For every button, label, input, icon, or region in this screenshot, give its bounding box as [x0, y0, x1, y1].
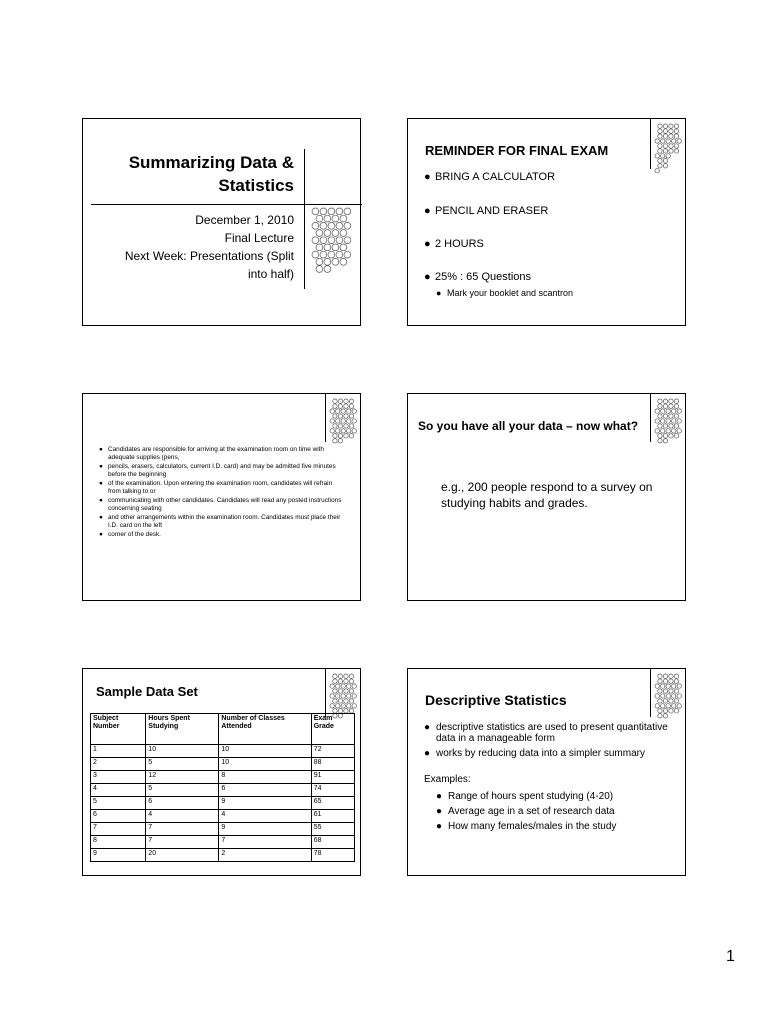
list-item: ● BRING A CALCULATOR [424, 171, 555, 205]
table-header-row [91, 714, 355, 745]
dot-pattern-icon [329, 398, 361, 448]
table-cell: 3 [91, 771, 146, 784]
slide-4-body: e.g., 200 people respond to a survey on studying habits and grades. [441, 480, 653, 510]
table-cell: 91 [311, 771, 354, 784]
table-cell: 7 [219, 836, 311, 849]
list-item: ● communicating with other candidates. Candidates will read any posted instructions concerning seating [99, 497, 343, 512]
vertical-divider [650, 669, 651, 717]
table-cell: 6 [219, 784, 311, 797]
table-cell: 78 [311, 849, 354, 862]
table-cell: 55 [311, 823, 354, 836]
table-cell: 8 [219, 771, 311, 784]
lecture-date: December 1, 2010 [195, 213, 294, 227]
slide-1 [82, 118, 361, 326]
list-item: ● Range of hours spent studying (4-20) [436, 789, 616, 804]
table-cell: 9 [219, 823, 311, 836]
table-cell: 2 [91, 758, 146, 771]
table-cell: 5 [146, 784, 219, 797]
table-row [91, 836, 355, 849]
table-cell: 20 [146, 849, 219, 862]
table-header-cell: Exam Grade [311, 714, 354, 745]
vertical-divider [325, 669, 326, 717]
list-item: ● of the examination. Upon entering the examination room, candidates will refrain from talking to or [99, 480, 343, 495]
table-cell: 4 [219, 810, 311, 823]
table-cell: 61 [311, 810, 354, 823]
table-cell: 5 [146, 758, 219, 771]
list-item: ● corner of the desk. [99, 531, 343, 539]
dot-pattern-icon [654, 123, 686, 179]
table-cell: 65 [311, 797, 354, 810]
table-cell: 12 [146, 771, 219, 784]
slide-6 [407, 668, 686, 876]
table-cell: 4 [91, 784, 146, 797]
table-cell: 10 [146, 745, 219, 758]
table-cell: 9 [91, 849, 146, 862]
slide-4 [407, 393, 686, 601]
table-cell: 9 [219, 797, 311, 810]
table-cell: 5 [91, 797, 146, 810]
vertical-divider [304, 149, 305, 289]
vertical-divider [650, 119, 651, 169]
slide-5 [82, 668, 361, 876]
page-number: 1 [726, 948, 735, 965]
exam-sub-list [436, 288, 573, 298]
table-header-cell: Hours Spent Studying [146, 714, 219, 745]
table-cell: 2 [219, 849, 311, 862]
table-cell: 7 [146, 836, 219, 849]
table-row [91, 771, 355, 784]
descriptive-stats-list [424, 722, 669, 759]
table-header-cell: Number of Classes Attended [219, 714, 311, 745]
table-row [91, 797, 355, 810]
slide-2 [407, 118, 686, 326]
examples-list [436, 789, 616, 834]
table-cell: 1 [91, 745, 146, 758]
lecture-subtitle: Final Lecture [224, 231, 294, 245]
slide-1-title-line-2: Statistics [218, 176, 294, 195]
table-cell: 6 [146, 797, 219, 810]
table-cell: 10 [219, 758, 311, 771]
table-row [91, 810, 355, 823]
list-item: ● works by reducing data into a simpler summary [424, 748, 669, 759]
list-item: ● descriptive statistics are used to present quantitative data in a manageable form [424, 722, 669, 744]
table-cell: 10 [219, 745, 311, 758]
list-item: ● 25% : 65 Questions [424, 271, 555, 285]
table-cell: 6 [91, 810, 146, 823]
table-cell: 72 [311, 745, 354, 758]
table-cell: 4 [146, 810, 219, 823]
next-week-line-2: into half) [247, 267, 294, 281]
list-item: ● 2 HOURS [424, 238, 555, 271]
slide-5-title: Sample Data Set [96, 684, 198, 699]
list-item: ● pencils, erasers, calculators, current I.D. card) and may be admitted five minutes before the beginning [99, 463, 343, 478]
slide-4-title: So you have all your data – now what? [418, 419, 639, 433]
table-row [91, 745, 355, 758]
table-row [91, 823, 355, 836]
table-cell: 68 [311, 836, 354, 849]
slide-2-title: REMINDER FOR FINAL EXAM [425, 143, 609, 158]
table-cell: 7 [146, 823, 219, 836]
table-cell: 7 [91, 823, 146, 836]
slide-1-title-line-1: Summarizing Data & [128, 153, 294, 172]
table-cell: 74 [311, 784, 354, 797]
table-row [91, 849, 355, 862]
list-item: ● Average age in a set of research data [436, 804, 616, 819]
table-row [91, 784, 355, 797]
vertical-divider [650, 394, 651, 442]
sample-data-table [90, 713, 355, 862]
slide-6-title: Descriptive Statistics [425, 692, 567, 708]
dot-pattern-icon [311, 207, 359, 283]
slide-1-title [129, 151, 294, 197]
dot-pattern-icon [654, 673, 686, 723]
table-cell: 8 [91, 836, 146, 849]
dot-pattern-icon [654, 398, 686, 448]
examples-label: Examples: [424, 774, 471, 785]
vertical-divider [325, 394, 326, 442]
slide-1-info [125, 211, 294, 283]
title-divider [91, 204, 362, 205]
table-row [91, 758, 355, 771]
next-week-line-1: Next Week: Presentations (Split [124, 249, 294, 263]
list-item: ● Candidates are responsible for arriving at the examination room on time with adequate supplies (pens, [99, 446, 343, 461]
exam-rules-list [99, 446, 343, 539]
list-item: ● Mark your booklet and scantron [436, 288, 573, 298]
exam-reminder-list [424, 171, 555, 285]
list-item: ● and other arrangements within the examination room. Candidates must place their I.D. card on the left [99, 514, 343, 529]
table-cell: 88 [311, 758, 354, 771]
list-item: ● How many females/males in the study [436, 819, 616, 834]
list-item: ● PENCIL AND ERASER [424, 205, 555, 238]
slide-3 [82, 393, 361, 601]
table-header-cell: Subject Number [91, 714, 146, 745]
